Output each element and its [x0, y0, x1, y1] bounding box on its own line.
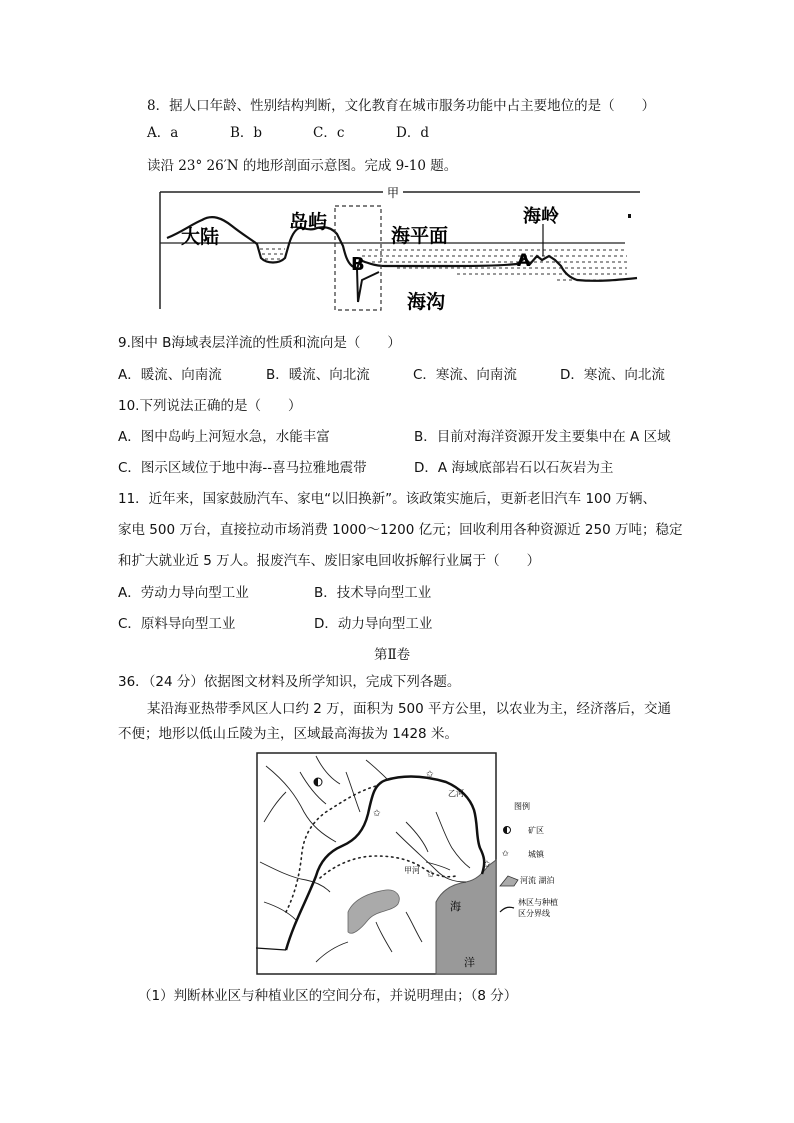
q9-option-b[interactable]: B．暖流、向北流 — [266, 367, 370, 383]
q8-stem: 8．据人口年龄、性别结构判断，文化教育在城市服务功能中占主要地位的是（ ） — [147, 98, 656, 114]
q11-stem-line3: 和扩大就业近 5 万人。报废汽车、废旧家电回收拆解行业属于（ ） — [118, 553, 541, 569]
q11-stem-line2: 家电 500 万台，直接拉动市场消费 1000～1200 亿元；回收利用各种资源近 250 万吨；稳定 — [118, 522, 683, 538]
q10-option-b[interactable]: B．目前对海洋资源开发主要集中在 A 区域 — [414, 429, 671, 445]
river-jia-label: 甲河 — [404, 866, 420, 875]
q11-option-c[interactable]: C．原料导向型工业 — [118, 616, 236, 632]
sea-label-1: 海 — [450, 900, 461, 913]
q10-option-d[interactable]: D．A 海域底部岩石以石灰岩为主 — [414, 460, 614, 476]
legend-boundary-1: 林区与种植 — [518, 898, 558, 907]
q11-option-a[interactable]: A．劳动力导向型工业 — [118, 585, 249, 601]
q11-stem-line1: 11．近年来，国家鼓励汽车、家电“以旧换新”。该政策实施后，更新老旧汽车 100 万辆、 — [118, 491, 657, 507]
legend-mine-icon — [504, 827, 511, 834]
label-island: 岛屿 — [289, 211, 328, 233]
q9-option-c[interactable]: C．寒流、向南流 — [413, 367, 517, 383]
q36-sub1: （1）判断林业区与种植业区的空间分布，并说明理由；（8 分） — [138, 988, 518, 1004]
section-title: 第Ⅱ卷 — [374, 647, 411, 663]
legend-water-icon — [500, 876, 518, 886]
legend-water: 河流 湖泊 — [520, 876, 555, 885]
q11-option-d[interactable]: D．动力导向型工业 — [314, 616, 433, 632]
label-a: A — [517, 251, 531, 271]
sea-label-2: 洋 — [464, 956, 475, 969]
q8-option-d[interactable]: D．d — [396, 125, 429, 141]
legend-boundary-icon — [500, 907, 514, 912]
q8-option-a[interactable]: A．a — [147, 125, 179, 141]
q8-option-b[interactable]: B．b — [230, 125, 263, 141]
q9-option-a[interactable]: A．暖流、向南流 — [118, 367, 222, 383]
q10-option-c[interactable]: C．图示区域位于地中海--喜马拉雅地震带 — [118, 460, 367, 476]
terrain-profile-figure — [157, 184, 647, 316]
q36-stem: 36．（24 分）依据图文材料及所学知识，完成下列各题。 — [118, 674, 461, 690]
legend-title: 图例 — [514, 802, 530, 811]
label-b: B — [351, 254, 365, 275]
q11-option-b[interactable]: B．技术导向型工业 — [314, 585, 432, 601]
label-ridge: 海岭 — [523, 206, 559, 227]
q36-material-line1: 某沿海亚热带季风区人口约 2 万，面积为 500 平方公里，以农业为主，经济落后，交通 — [147, 701, 672, 717]
q9-option-d[interactable]: D．寒流、向北流 — [560, 367, 665, 383]
town-star-icon: ✩ — [426, 770, 434, 780]
q10-option-a[interactable]: A．图中岛屿上河短水急，水能丰富 — [118, 429, 330, 445]
q10-stem: 10.下列说法正确的是（ ） — [118, 398, 302, 414]
label-trench: 海沟 — [407, 291, 446, 313]
q9-stem: 9.图中 B海域表层洋流的性质和流向是（ ） — [118, 335, 401, 351]
town-star-icon: ✩ — [373, 809, 381, 819]
legend-town: 城镇 — [528, 850, 544, 859]
region-map-figure — [256, 752, 576, 977]
mine-icon — [314, 778, 322, 786]
legend-boundary-2: 区分界线 — [518, 909, 550, 918]
river-yi-label: 乙河 — [448, 789, 464, 798]
label-jia: 甲 — [386, 186, 400, 200]
town-star-icon: ✩ — [483, 860, 491, 870]
intro-9-10: 读沿 23° 26′N 的地形剖面示意图。完成 9-10 题。 — [147, 158, 458, 174]
legend-mine: 矿区 — [528, 826, 544, 835]
label-mainland: 大陆 — [181, 226, 220, 248]
legend-town-icon: ✩ — [502, 849, 509, 858]
q36-material-line2: 不便；地形以低山丘陵为主，区域最高海拔为 1428 米。 — [118, 726, 458, 742]
town-star-icon: ✩ — [427, 870, 435, 880]
label-sea-level: 海平面 — [391, 225, 449, 247]
q8-option-c[interactable]: C．c — [313, 125, 345, 141]
